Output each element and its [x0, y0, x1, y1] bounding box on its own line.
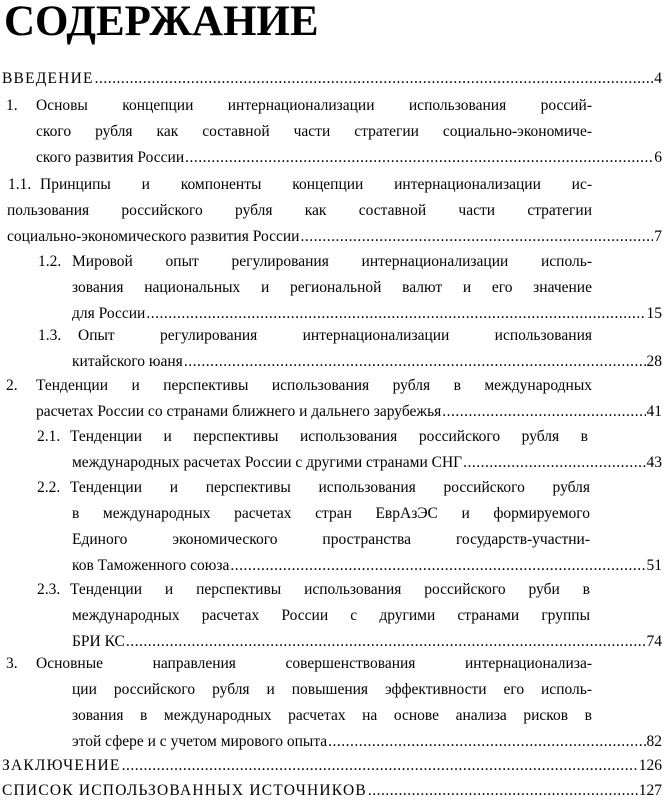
section-number: 1.2.	[38, 253, 62, 270]
section-number: 2.2.	[37, 479, 61, 496]
toc-line	[72, 729, 662, 755]
toc-line: международных расчетах России с другими странами группы	[72, 607, 590, 624]
toc-line: Мировой опыт регулирования интернационализации исполь-	[72, 253, 592, 270]
toc-line: Тенденции и перспективы использования российского рубля	[70, 479, 590, 496]
section-number: 1.3.	[38, 327, 62, 344]
toc-entry-text: ЗАКЛЮЧЕНИЕ	[2, 757, 121, 774]
toc-entry-text: китайского юаня	[72, 353, 183, 370]
toc-line	[72, 349, 662, 375]
leader-dots	[300, 224, 653, 250]
toc-line: Опыт регулирования интернационализации использования	[78, 327, 592, 344]
toc-entry-text: социально-экономического развития России	[7, 228, 300, 245]
toc-line	[2, 66, 662, 92]
toc-line	[36, 399, 662, 425]
section-number: 3.	[6, 655, 18, 672]
toc-line: Тенденции и перспективы использования российского рубля в	[70, 428, 588, 445]
leader-dots	[442, 399, 645, 425]
leader-dots	[184, 349, 646, 375]
toc-line: пользования российского рубля как составной части стратегии	[7, 202, 592, 219]
leader-dots	[463, 450, 645, 476]
toc-entry-text: для России	[72, 305, 146, 322]
page-number: 15	[646, 305, 662, 322]
page-number: 7	[654, 228, 662, 245]
section-number: 1.	[6, 97, 18, 114]
section-number: 2.3.	[37, 581, 61, 598]
page-number: 126	[638, 757, 662, 774]
page-number: 127	[638, 782, 662, 799]
toc-entry-text: БРИ КС	[72, 633, 125, 650]
leader-dots	[185, 145, 653, 171]
toc-entry-text: СПИСОК ИСПОЛЬЗОВАННЫХ ИСТОЧНИКОВ	[2, 782, 367, 799]
page-number: 82	[646, 733, 662, 750]
toc-line	[36, 145, 662, 171]
toc-line: Основы концепции интернационализации использования россий-	[36, 97, 592, 114]
toc-line: зования национальных и региональной валют и его значение	[72, 279, 592, 296]
toc-line: Тенденции и перспективы использования рубля в международных	[36, 377, 592, 394]
toc-line: ского рубля как составной части стратегии социально-экономиче-	[36, 123, 592, 140]
leader-dots	[328, 729, 645, 755]
section-number: 2.1.	[37, 428, 61, 445]
toc-line: Тенденции и перспективы использования российского руби в	[70, 581, 590, 598]
toc-entry-text: ВВЕДЕНИЕ	[2, 70, 94, 87]
section-number: 1.1.	[8, 176, 32, 193]
toc-line: ции российского рубля и повышения эффективности его исполь-	[72, 681, 592, 698]
toc-entry-text: ков Таможенного союза	[72, 557, 230, 574]
toc-line: в международных расчетах стран ЕврАзЭС и формируемого	[72, 505, 590, 522]
page-title: СОДЕРЖАНИЕ	[4, 0, 319, 45]
toc-entry-text: ского развития России	[36, 149, 185, 166]
leader-dots	[122, 753, 638, 779]
page-number: 51	[646, 557, 662, 574]
toc-entry-text: расчетах России со странами ближнего и дальнего зарубежья	[36, 403, 442, 420]
page-number: 6	[654, 149, 662, 166]
toc-line: Основные направления совершенствования интернационализа-	[36, 655, 592, 672]
page-number: 28	[646, 353, 662, 370]
toc-line	[7, 224, 662, 250]
leader-dots	[368, 778, 638, 804]
toc-line: Единого экономического пространства государств-участни-	[72, 531, 590, 548]
toc-entry-text: международных расчетах России с другими странами СНГ	[72, 454, 463, 471]
leader-dots	[230, 553, 645, 579]
toc-line: Принципы и компоненты концепции интернационализации ис-	[40, 176, 592, 193]
page-number: 41	[646, 403, 662, 420]
toc-line	[2, 778, 662, 804]
toc-line	[72, 553, 662, 579]
leader-dots	[95, 66, 654, 92]
toc-line: зования в международных расчетах на основе анализа рисков в	[72, 707, 592, 724]
page-number: 4	[654, 70, 662, 87]
toc-line	[2, 753, 662, 779]
toc-line	[72, 450, 662, 476]
toc-entry-text: этой сфере и с учетом мирового опыта	[72, 733, 328, 750]
section-number: 2.	[6, 377, 18, 394]
page-number: 74	[646, 633, 662, 650]
page-number: 43	[646, 454, 662, 471]
